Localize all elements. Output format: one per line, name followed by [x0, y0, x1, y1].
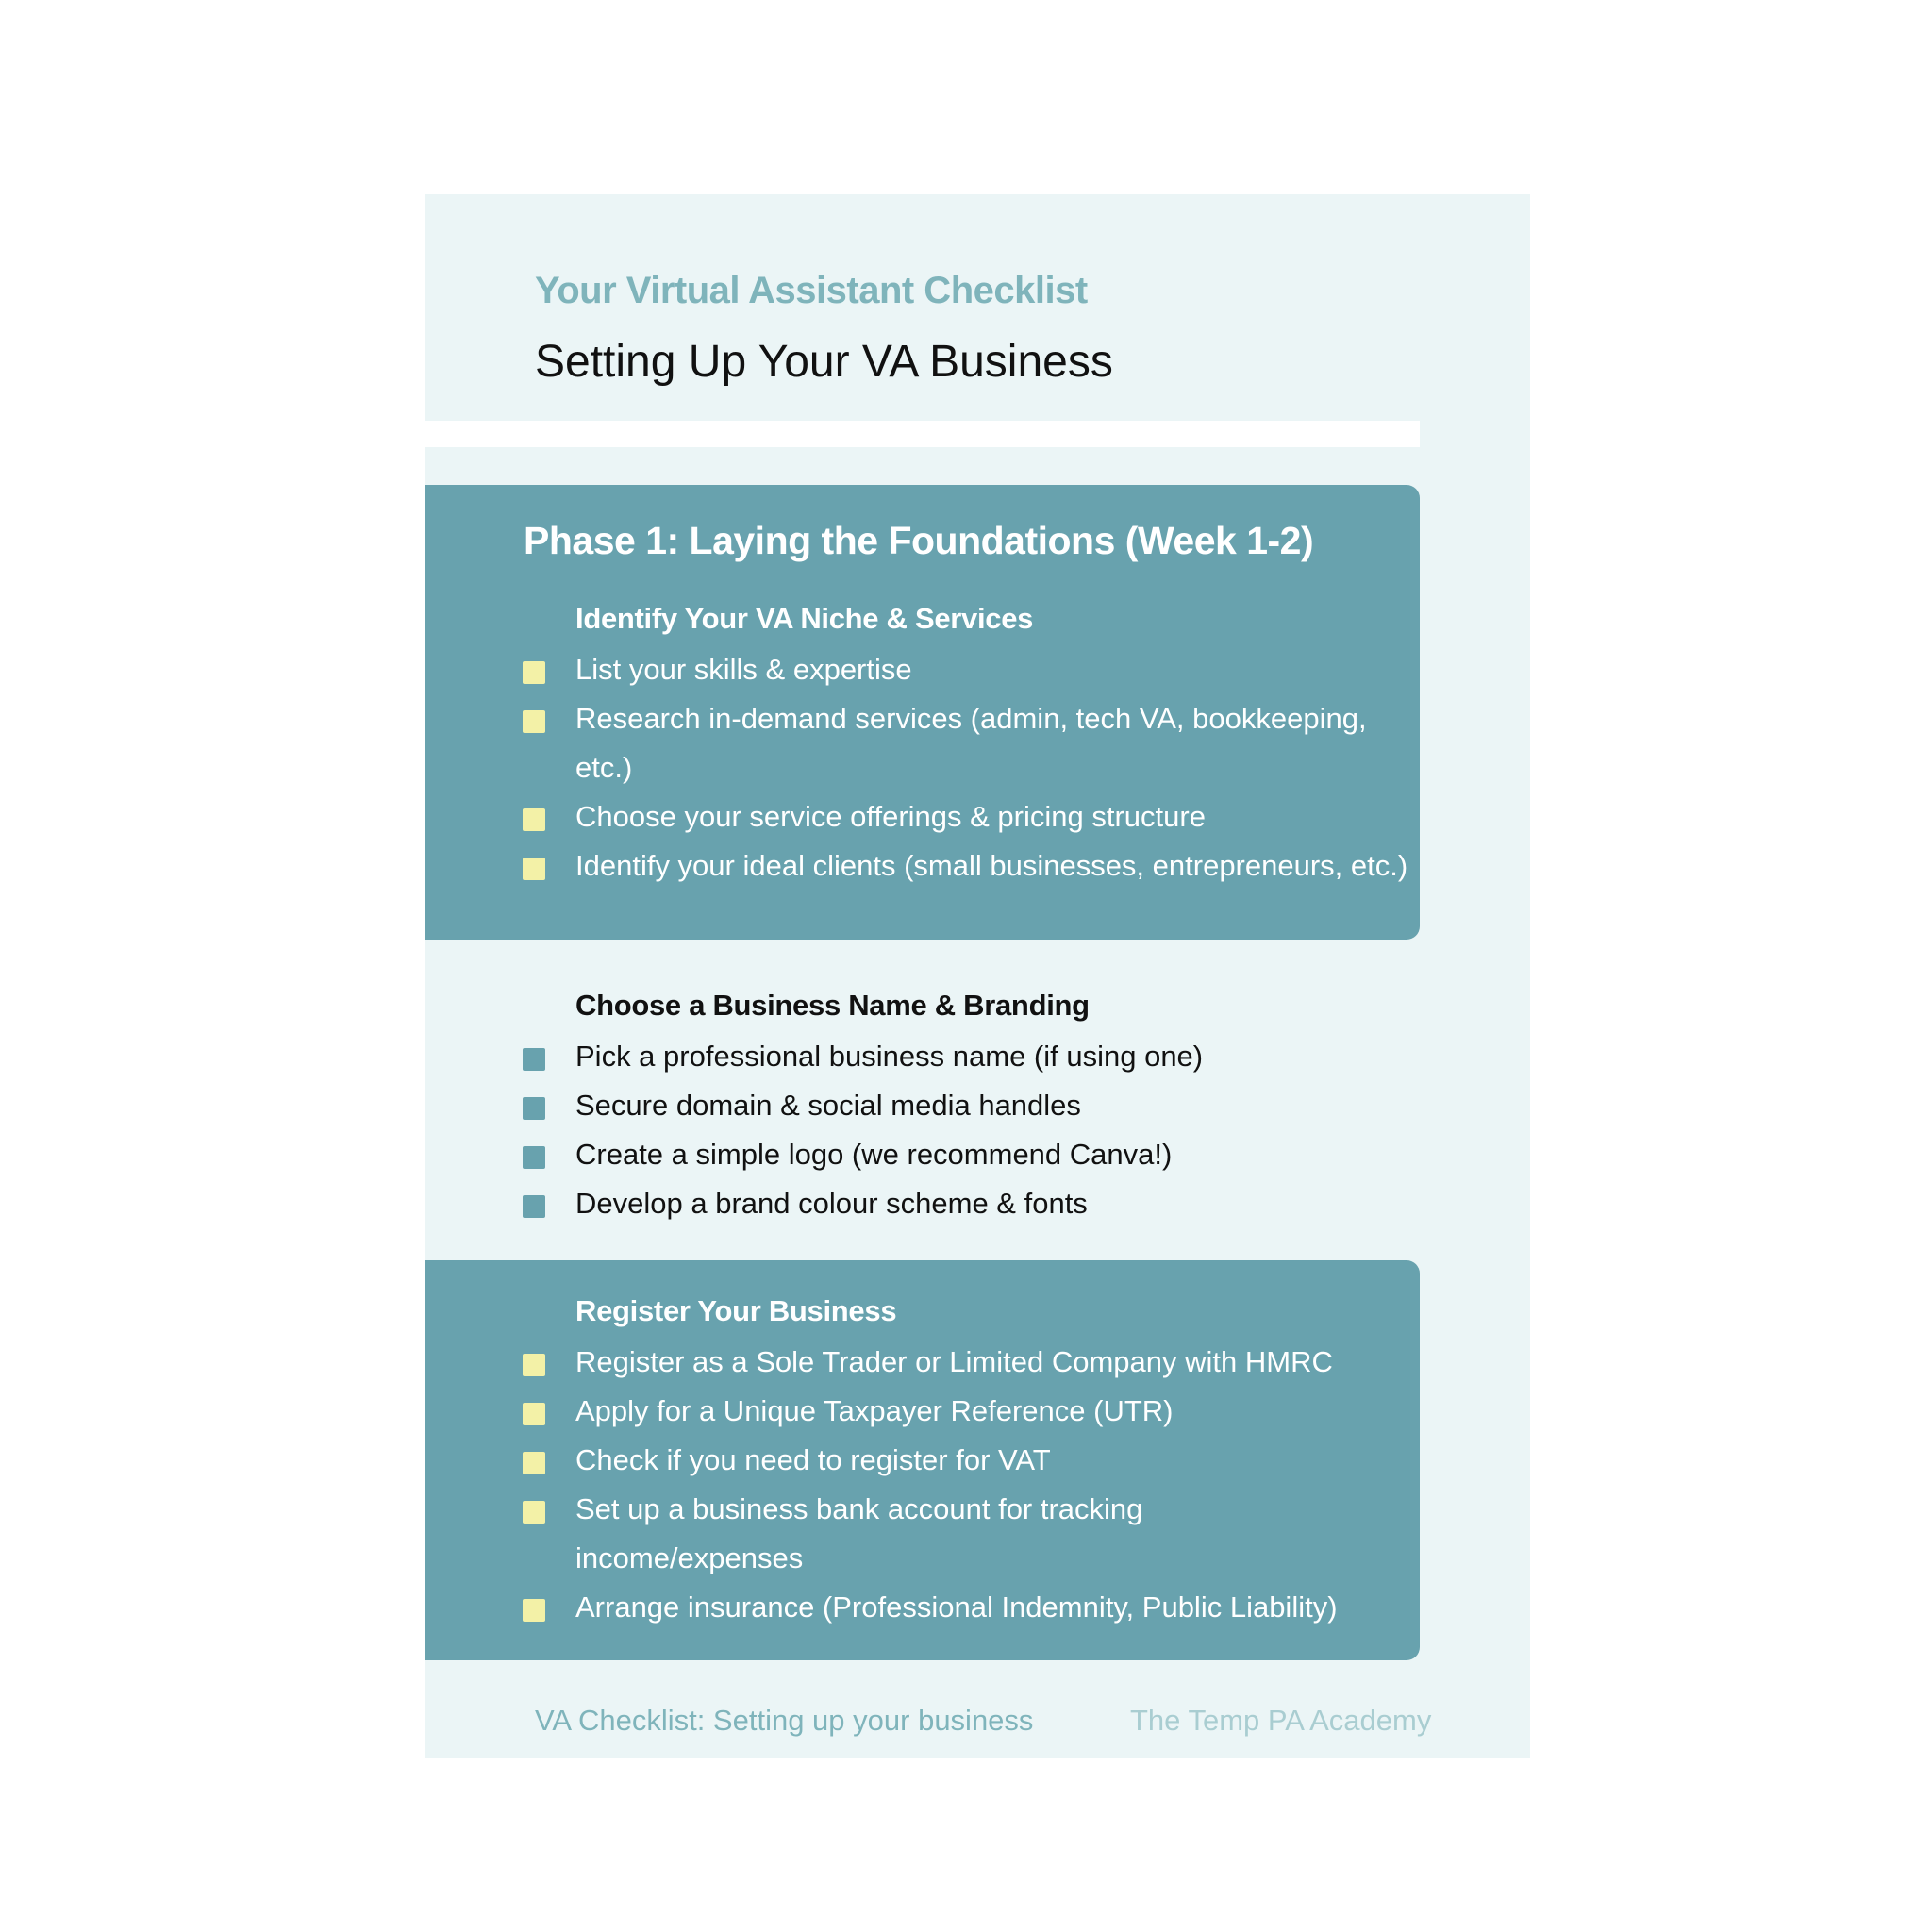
checklist-item-label: Register as a Sole Trader or Limited Company with HMRC: [575, 1345, 1333, 1378]
checklist-item-label: Secure domain & social media handles: [575, 1089, 1081, 1122]
document-kicker: Your Virtual Assistant Checklist: [535, 270, 1088, 311]
checkbox-icon[interactable]: [523, 1403, 545, 1425]
checklist-item-label: Pick a professional business name (if using one): [575, 1040, 1204, 1073]
checklist-item-label: Create a simple logo (we recommend Canva!): [575, 1138, 1173, 1171]
document-title: Setting Up Your VA Business: [535, 337, 1113, 387]
footer-document-title: VA Checklist: Setting up your business: [535, 1704, 1034, 1737]
checklist-item-label: Develop a brand colour scheme & fonts: [575, 1187, 1088, 1220]
checklist-item-label: Arrange insurance (Professional Indemnity, Public Liability): [575, 1591, 1338, 1624]
section-heading-niche: Identify Your VA Niche & Services: [575, 602, 1034, 635]
phase-heading: Phase 1: Laying the Foundations (Week 1-2): [524, 519, 1314, 562]
checklist-item-label: Choose your service offerings & pricing structure: [575, 800, 1206, 833]
checklist-item[interactable]: [575, 1436, 1051, 1485]
checklist-item[interactable]: [575, 1387, 1174, 1436]
checklist-item-label: Apply for a Unique Taxpayer Reference (UTR): [575, 1394, 1174, 1427]
checkbox-icon[interactable]: [523, 1599, 545, 1622]
checklist-item-label: List your skills & expertise: [575, 653, 912, 686]
checklist-item[interactable]: [575, 1485, 1179, 1583]
checkbox-icon[interactable]: [523, 1048, 545, 1071]
checkbox-icon[interactable]: [523, 661, 545, 684]
checklist-item[interactable]: [575, 1081, 1081, 1130]
section-heading-register: Register Your Business: [575, 1294, 897, 1327]
checklist-item[interactable]: [575, 645, 912, 694]
checklist-item[interactable]: [575, 1338, 1333, 1387]
checklist-item[interactable]: [575, 1179, 1088, 1228]
divider-band: [425, 421, 1420, 447]
checklist-item[interactable]: [575, 1032, 1203, 1081]
checkbox-icon[interactable]: [523, 1452, 545, 1474]
section-heading-branding: Choose a Business Name & Branding: [575, 989, 1090, 1022]
checklist-item[interactable]: [575, 1130, 1172, 1179]
register-business-panel: [425, 1260, 1420, 1660]
checkbox-icon[interactable]: [523, 1195, 545, 1218]
checklist-page: [425, 194, 1530, 1758]
phase-1-panel: [425, 485, 1420, 940]
footer-brand: The Temp PA Academy: [1130, 1704, 1432, 1737]
checklist-item-label: Identify your ideal clients (small businesses, entrepreneurs, etc.): [575, 849, 1408, 882]
checklist-item[interactable]: [575, 841, 1407, 891]
checklist-item-label: Set up a business bank account for tracking income/expenses: [575, 1492, 1143, 1574]
checkbox-icon[interactable]: [523, 1146, 545, 1169]
checklist-item[interactable]: [575, 694, 1387, 792]
checklist-item[interactable]: [575, 1583, 1338, 1632]
checklist-item-label: Check if you need to register for VAT: [575, 1443, 1051, 1476]
checklist-item[interactable]: [575, 792, 1206, 841]
checkbox-icon[interactable]: [523, 808, 545, 831]
checklist-item-label: Research in-demand services (admin, tech VA, bookkeeping, etc.): [575, 702, 1367, 784]
checkbox-icon[interactable]: [523, 1354, 545, 1376]
checkbox-icon[interactable]: [523, 858, 545, 880]
checkbox-icon[interactable]: [523, 1501, 545, 1524]
checkbox-icon[interactable]: [523, 1097, 545, 1120]
checkbox-icon[interactable]: [523, 710, 545, 733]
